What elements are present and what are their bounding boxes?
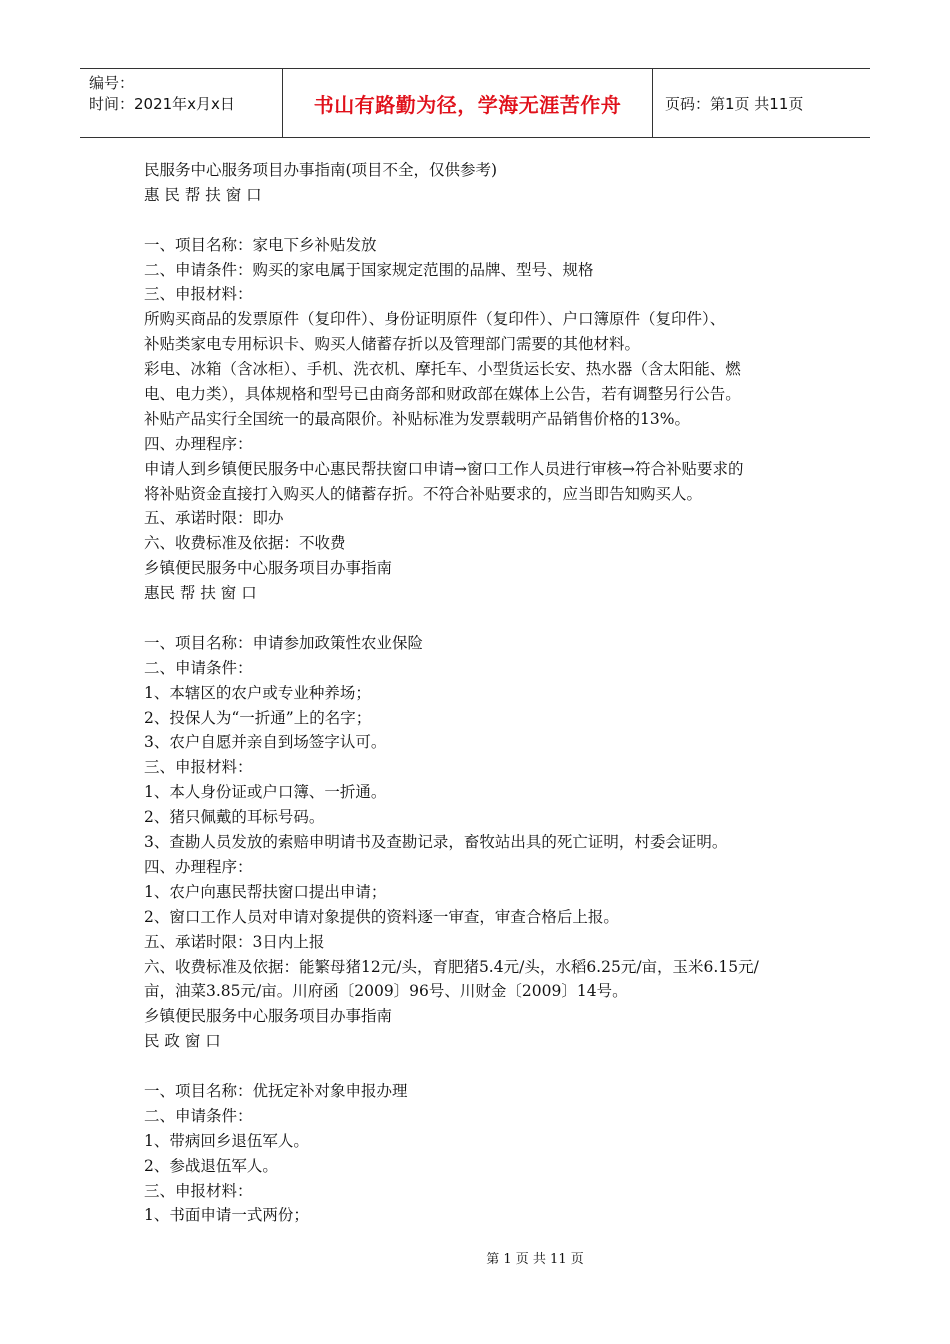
header-meta: [80, 69, 283, 137]
body-line: 五、承诺时限：即办: [144, 509, 284, 528]
body-line: 二、申请条件：: [144, 1106, 253, 1125]
body-line: 2、猪只佩戴的耳标号码。: [144, 808, 325, 827]
body-line: 民 政 窗 口: [144, 1032, 221, 1051]
body-line: 六、收费标准及依据：不收费: [144, 534, 346, 553]
header-page-info: 页码：第1页 共11页: [665, 94, 804, 113]
body-line: 1、本人身份证或户口簿、一折通。: [144, 783, 387, 802]
body-line: 乡镇便民服务中心服务项目办事指南: [144, 559, 393, 578]
body-line: 所购买商品的发票原件（复印件）、身份证明原件（复印件）、户口簿原件（复印件）、: [144, 310, 726, 329]
blank-line: [144, 208, 824, 233]
body-line: 亩，油菜3.85元/亩。川府函〔2009〕96号、川财金〔2009〕14号。: [144, 982, 628, 1001]
body-line: 2、参战退伍军人。: [144, 1156, 278, 1175]
body-line: 二、申请条件：购买的家电属于国家规定范围的品牌、型号、规格: [144, 260, 594, 279]
header-motto: 书山有路勤为径，学海无涯苦作舟: [283, 69, 653, 137]
body-line: 申请人到乡镇便民服务中心惠民帮扶窗口申请→窗口工作人员进行审核→符合补贴要求的: [144, 459, 744, 478]
body-line: 1、带病回乡退伍军人。: [144, 1131, 309, 1150]
body-line: 1、本辖区的农户或专业种养场；: [144, 683, 371, 702]
body-line: 三、申报材料：: [144, 285, 253, 304]
body-line: 四、办理程序：: [144, 434, 253, 453]
body-line: 四、办理程序：: [144, 857, 253, 876]
document-body: [144, 158, 824, 1228]
body-line: 2、投保人为“一折通”上的名字；: [144, 708, 372, 727]
body-line: 补贴产品实行全国统一的最高限价。补贴标准为发票载明产品销售价格的13%。: [144, 409, 690, 428]
body-line: 2、窗口工作人员对申请对象提供的资料逐一审查，审查合格后上报。: [144, 907, 619, 926]
body-line: 惠 民 帮 扶 窗 口: [144, 185, 262, 204]
body-line: 六、收费标准及依据：能繁母猪12元/头，育肥猪5.4元/头，水稻6.25元/亩，玉米6.15元/: [144, 957, 759, 976]
time-label: 时间：2021年x月x日: [89, 95, 235, 113]
body-line: 乡镇便民服务中心服务项目办事指南: [144, 1007, 393, 1026]
body-line: 三、申报材料：: [144, 758, 253, 777]
blank-line: [144, 606, 824, 631]
body-line: 五、承诺时限：3日内上报: [144, 932, 325, 951]
body-line: 电、电力类），具体规格和型号已由商务部和财政部在媒体上公告，若有调整另行公告。: [144, 385, 741, 404]
body-line: 1、农户向惠民帮扶窗口提出申请；: [144, 882, 387, 901]
body-line: 民服务中心服务项目办事指南(项目不全，仅供参考): [144, 161, 498, 179]
body-line: 将补贴资金直接打入购买人的储蓄存折。不符合补贴要求的，应当即告知购买人。: [144, 484, 703, 503]
body-line: 1、书面申请一式两份；: [144, 1206, 309, 1225]
body-line: 3、查勘人员发放的索赔申明请书及查勘记录，畜牧站出具的死亡证明，村委会证明。: [144, 833, 728, 852]
page-header: [80, 68, 870, 138]
body-line: 补贴类家电专用标识卡、购买人储蓄存折以及管理部门需要的其他材料。: [144, 335, 641, 354]
body-line: 一、项目名称：家电下乡补贴发放: [144, 235, 377, 254]
body-line: 彩电、冰箱（含冰柜）、手机、洗衣机、摩托车、小型货运长安、热水器（含太阳能、燃: [144, 360, 741, 379]
body-line: 3、农户自愿并亲自到场签字认可。: [144, 733, 387, 752]
body-line: 一、项目名称：申请参加政策性农业保险: [144, 633, 424, 652]
page-footer: 第 1 页 共 11 页: [486, 1252, 584, 1267]
body-line: 一、项目名称：优抚定补对象申报办理: [144, 1081, 408, 1100]
blank-line: [144, 1054, 824, 1079]
body-line: 二、申请条件：: [144, 658, 253, 677]
body-line: 三、申报材料：: [144, 1181, 253, 1200]
body-line: 惠民 帮 扶 窗 口: [144, 584, 257, 603]
number-label: 编号：: [89, 74, 135, 92]
